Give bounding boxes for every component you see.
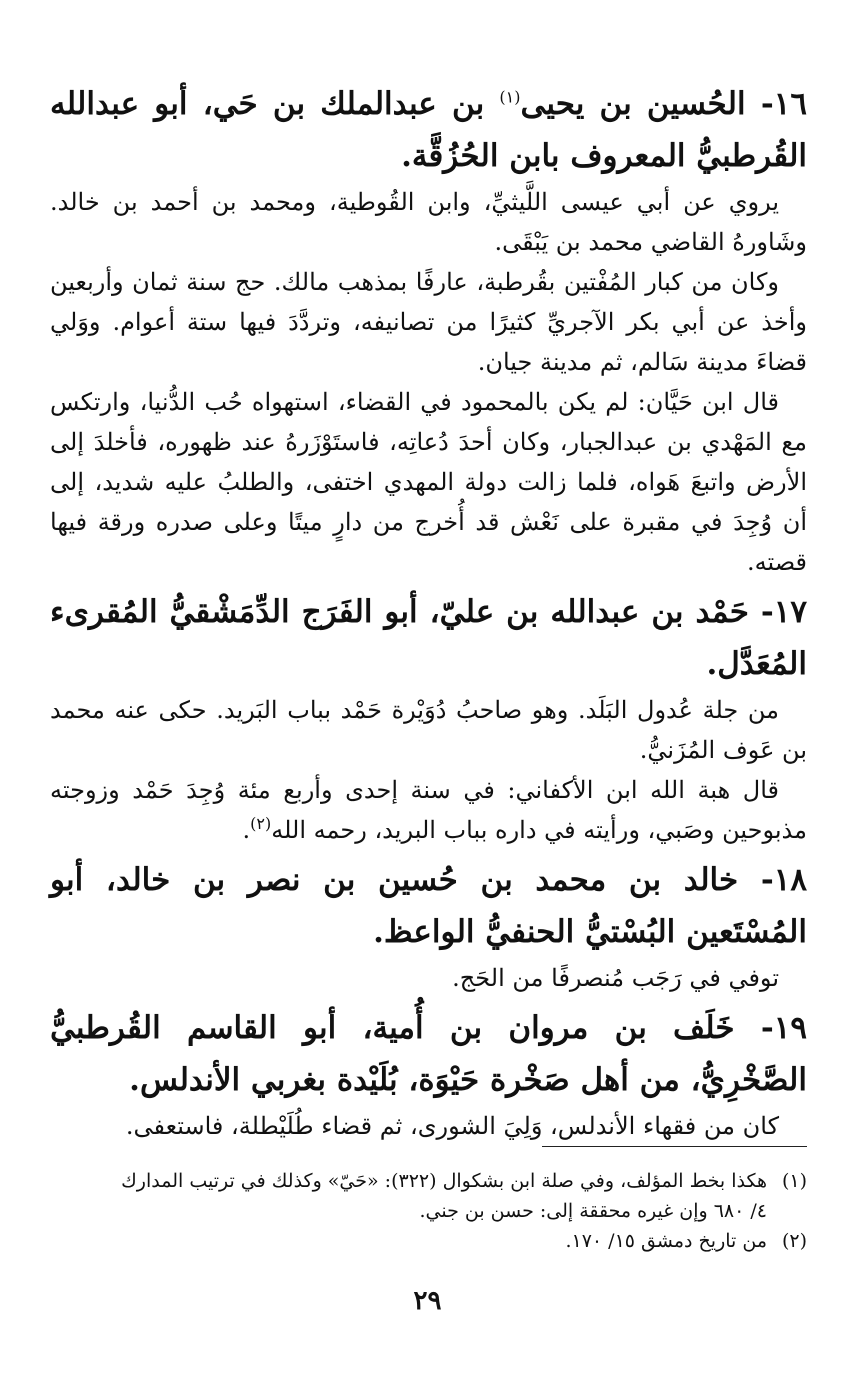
entry-16 bbox=[50, 78, 807, 582]
entry-name: الحُسين بن يحيى bbox=[520, 86, 746, 122]
entry-number: ١٦- bbox=[760, 86, 808, 122]
entry-name-cont: بن عبدالملك بن حَي، أبو عبدالله القُرطبيُّ المعروف بابن الحُزُقَّة. bbox=[50, 86, 807, 174]
paragraph-text: قال هبة الله ابن الأكفاني: في سنة إحدى وأربع مئة وُجِدَ حَمْد وزوجته مذبوحين وصَبي، ورأيته في داره بباب البريد، رحمه الله bbox=[50, 776, 807, 844]
entry-number: ١٨- bbox=[760, 862, 807, 898]
footnote-1-continued: ٤/ ٦٨٠ وإن غيره محققة إلى: حسن بن جني. bbox=[419, 1200, 767, 1222]
entry-19 bbox=[50, 1002, 807, 1146]
entry-heading bbox=[50, 854, 807, 958]
entry-number: ١٧- bbox=[760, 594, 807, 630]
footnote-1 bbox=[50, 1166, 807, 1196]
paragraph: توفي في رَجَب مُنصرفًا من الحَج. bbox=[452, 964, 779, 992]
entry-name: خَلَف بن مروان بن أُمية، أبو القاسم القُرطبيُّ الصَّخْرِيُّ، من أهل صَخْرة حَيْوَة، بُلَيْدة بغربي الأندلس. bbox=[50, 1010, 807, 1098]
page-number: ٢٩ bbox=[413, 1286, 442, 1316]
footnote-2 bbox=[50, 1226, 807, 1256]
entry-heading bbox=[50, 78, 807, 182]
paragraph: من جلة عُدول البَلَد. وهو صاحبُ دُوَيْرة حَمْد بباب البَريد. حكى عنه محمد بن عَوف المُزَنيُّ. bbox=[50, 696, 807, 764]
footnote-ref[interactable]: (١) bbox=[499, 87, 521, 107]
entry-18 bbox=[50, 854, 807, 998]
paragraph: وكان من كبار المُفْتين بقُرطبة، عارفًا بمذهب مالك. حج سنة ثمان وأربعين وأخذ عن أبي بكر الآجريِّ كثيرًا من تصانيفه، وتردَّدَ فيها ستة أعوام. ووَلي قضاءَ مدينة سَالم، ثم مدينة جيان. bbox=[50, 268, 807, 376]
entry-number: ١٩- bbox=[760, 1010, 807, 1046]
footnote-text: هكذا بخط المؤلف، وفي صلة ابن بشكوال (٣٢٢): «حَيّ» وكذلك في ترتيب المدارك bbox=[121, 1170, 767, 1192]
footnote-ref[interactable]: (٢) bbox=[250, 814, 272, 833]
paragraph-end: . bbox=[242, 816, 251, 844]
footnote-number: (١) bbox=[781, 1170, 807, 1192]
footnotes bbox=[50, 1166, 807, 1256]
entry-name: حَمْد بن عبدالله بن عليّ، أبو الفَرَج الدِّمَشْقيُّ المُقرىء المُعَدَّل. bbox=[50, 594, 807, 682]
paragraph: يروي عن أبي عيسى اللَّيثيِّ، وابن القُوطية، ومحمد بن أحمد بن خالد. وشَاورهُ القاضي محمد بن يَبْقَى. bbox=[50, 188, 807, 256]
entry-heading bbox=[50, 1002, 807, 1106]
footnote-separator bbox=[542, 1146, 807, 1147]
footnote-number: (٢) bbox=[781, 1230, 807, 1252]
paragraph bbox=[50, 770, 807, 850]
paragraph: قال ابن حَيَّان: لم يكن بالمحمود في القضاء، استهواه حُب الدُّنيا، وارتكس مع المَهْدي بن عبدالجبار، وكان أحدَ دُعاتِه، فاستَوْزَرهُ عند ظهوره، فأخلدَ إلى الأرض واتبعَ هَواه، فلما زالت دولة المهدي اختفى، والطلبُ عليه شديد، إلى أن وُجِدَ في مقبرة على نَعْش قد أُخرج من دارٍ ميتًا وعلى صدره ورقة فيها قصته. bbox=[50, 388, 807, 576]
entry-17 bbox=[50, 586, 807, 850]
paragraph: كان من فقهاء الأندلس، وَلِيَ الشورى، ثم قضاء طُلَيْطلة، فاستعفى. bbox=[125, 1112, 779, 1140]
entry-heading bbox=[50, 586, 807, 690]
entry-name: خالد بن محمد بن حُسين بن نصر بن خالد، أبو المُسْتَعين البُسْتيُّ الحنفيُّ الواعظ. bbox=[50, 862, 807, 950]
footnote-text: من تاريخ دمشق ١٥/ ١٧٠. bbox=[565, 1230, 767, 1252]
